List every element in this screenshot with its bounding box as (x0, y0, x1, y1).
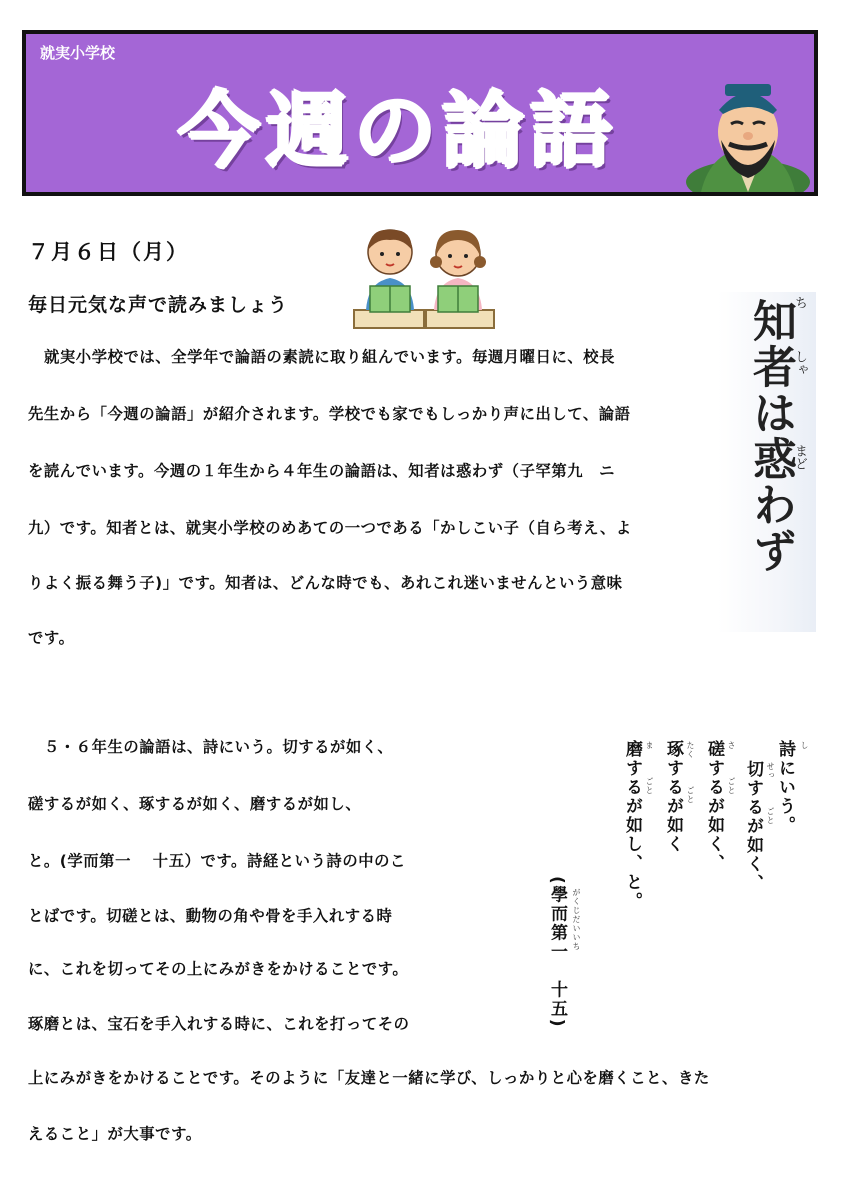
school-name: 就実小学校 (40, 44, 116, 62)
header-banner (22, 30, 818, 196)
verse-ruby: たく ごと (686, 741, 695, 804)
paragraph1-line: 九）です。知者とは、就実小学校のめあての一つである「かしこい子（自ら考え、よ (28, 519, 632, 537)
paragraph2-line: とばです。切磋とは、動物の角や骨を手入れする時 (28, 907, 393, 925)
verse-line: 磋するが如く、 (704, 740, 724, 873)
calligraphy-ruby: ち (792, 296, 807, 309)
reading-children-illustration (350, 226, 498, 330)
verse-line: 磨するが如し、と。 (622, 740, 642, 911)
calligraphy-ruby: しゃ (792, 350, 807, 376)
verse-line: 切するが如く、 (743, 760, 763, 893)
page-title: 今週の論語 (178, 84, 619, 179)
verse-line: 琢するが如く (663, 740, 683, 854)
verse-source: (學而第一 十五) (547, 876, 567, 1029)
confucius-illustration (681, 70, 816, 192)
paragraph2-line: 上にみがきをかけることです。そのように「友達と一緒に学び、しっかりと心を磨くこと、きた (28, 1069, 710, 1087)
verse-ruby: ま ごと (645, 741, 654, 795)
paragraph2-line: 磋するが如く、琢するが如く、磨するが如し、 (28, 795, 362, 813)
paragraph2-line: 琢磨とは、宝石を手入れする時に、これを打ってその (28, 1015, 410, 1033)
date-heading: ７月６日（月） (28, 240, 189, 264)
verse-ruby: さ ごと (727, 741, 736, 795)
subtitle: 毎日元気な声で読みましょう (28, 294, 289, 316)
calligraphy-panel (718, 292, 816, 632)
paragraph2-line: と。(学而第一 十五）です。詩経という詩の中のこ (28, 852, 406, 870)
verse-ruby: し (800, 741, 809, 750)
paragraph1-line: 就実小学校では、全学年で論語の素読に取り組んでいます。毎週月曜日に、校長 (44, 348, 616, 366)
paragraph2-line: に、これを切ってその上にみがきをかけることです。 (28, 960, 409, 978)
paragraph1-line: りよく振る舞う子)」です。知者は、どんな時でも、あれこれ迷いませんという意味 (28, 574, 623, 592)
paragraph2-line: ５・６年生の論語は、詩にいう。切するが如く、 (28, 738, 394, 756)
calligraphy-ruby: まど (792, 444, 807, 470)
paragraph1-line: です。 (28, 629, 75, 647)
paragraph2-line: えること」が大事です。 (28, 1125, 202, 1143)
paragraph1-line: 先生から「今週の論語」が紹介されます。学校でも家でもしっかり声に出して、論語 (28, 405, 631, 423)
verse-line: 詩にいう。 (775, 740, 795, 835)
calligraphy-text: 知者は惑わず (745, 298, 796, 574)
verse-source-ruby: がくじだいいち (572, 888, 581, 951)
paragraph1-line: を読んでいます。今週の１年生から４年生の論語は、知者は惑わず（子罕第九 ニ (28, 462, 615, 480)
verse-ruby: せっ ごと (766, 762, 775, 825)
